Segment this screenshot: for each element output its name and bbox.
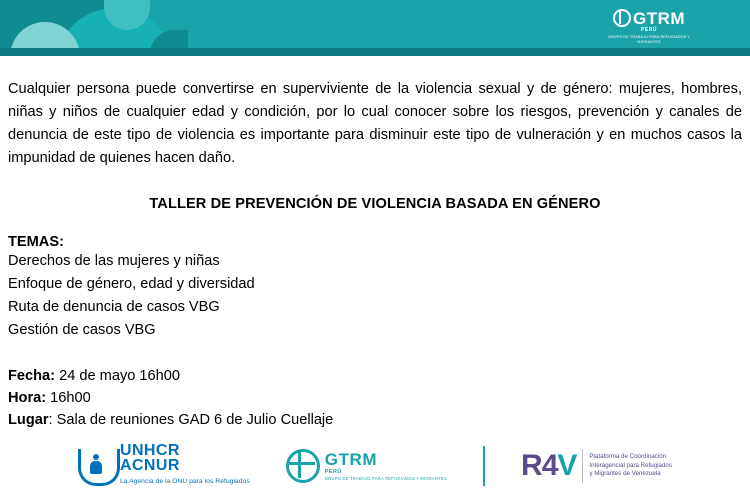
gtrm-footer-logo-country: PERÚ	[324, 468, 342, 475]
r4v-wordmark	[521, 451, 576, 481]
r4v-logo	[521, 449, 672, 483]
gtrm-header-logo-tagline: GRUPO DE TRABAJO PARA REFUGIADOS Y MIGRANTES	[608, 35, 690, 44]
detail-place-value: : Sala de reuniones GAD 6 de Julio Cuellaje	[48, 412, 334, 428]
r4v-line-3: y Migrantes de Venezuela	[589, 470, 661, 478]
gtrm-footer-logo-name: GTRM	[324, 449, 378, 469]
gtrm-header-logo	[604, 3, 694, 51]
list-item: Ruta de denuncia de casos VBG	[8, 299, 220, 315]
unhcr-line-1: UNHCR	[120, 442, 180, 459]
detail-time	[8, 387, 742, 409]
logo-divider	[483, 446, 485, 486]
person-body-shape	[90, 461, 102, 474]
list-item: Enfoque de género, edad y diversidad	[8, 276, 255, 292]
gtrm-header-logo-name: GTRM	[632, 8, 686, 28]
globe-icon	[613, 9, 631, 27]
workshop-title: TALLER DE PREVENCIÓN DE VIOLENCIA BASADA EN GÉNERO	[149, 196, 601, 212]
gtrm-header-logo-country: PERÚ	[641, 27, 657, 33]
r4v-divider	[582, 449, 583, 483]
themes-list	[8, 250, 742, 342]
detail-date-label: Fecha:	[8, 368, 56, 384]
detail-place-label: Lugar	[8, 412, 49, 428]
header-banner	[0, 0, 750, 56]
r4v-letter-v: V	[557, 449, 577, 482]
r4v-letter-r: R	[521, 449, 542, 482]
unhcr-line-3: La Agencia de la ONU para los Refugiados	[120, 478, 250, 485]
r4v-line-2: Interagencial para Refugiados	[589, 461, 672, 469]
detail-date	[8, 365, 742, 387]
r4v-line-1: Plataforma de Coordinación	[589, 453, 667, 461]
event-details	[8, 365, 742, 431]
detail-time-label: Hora:	[8, 390, 47, 406]
gtrm-header-logo-row	[613, 9, 685, 27]
r4v-letter-4: 4	[541, 449, 558, 482]
unhcr-line-2: ACNUR	[120, 457, 180, 474]
unhcr-logo-text	[120, 443, 250, 489]
person-head-shape	[93, 454, 99, 460]
gtrm-footer-logo	[286, 449, 447, 483]
list-item: Derechos de las mujeres y niñas	[8, 253, 220, 269]
detail-time-value: 16h00	[46, 390, 91, 406]
list-item: Gestión de casos VBG	[8, 322, 156, 338]
detail-date-value: 24 de mayo 16h00	[55, 368, 180, 384]
unhcr-hands-icon	[78, 445, 114, 487]
r4v-logo-text	[589, 453, 672, 479]
gtrm-footer-logo-text	[325, 451, 447, 482]
themes-label: TEMAS:	[8, 234, 64, 250]
document-content	[0, 78, 750, 431]
banner-bottom-strip	[0, 48, 750, 56]
gtrm-footer-logo-tagline: GRUPO DE TRABAJO PARA REFUGIADOS Y MIGRANTES	[324, 475, 448, 481]
globe-icon	[286, 449, 320, 483]
intro-paragraph: Cualquier persona puede convertirse en superviviente de la violencia sexual y de género: mujeres, hombres, niñas y niños de cualquier edad y condición, por lo cual conocer sobre los riesgos, prevención y canales de denuncia de este tipo de violencia es importante para disminuir este tipo de vulneración y en muchos casos la impunidad de quienes hacen daño.	[8, 81, 742, 166]
unhcr-logo	[78, 443, 250, 489]
footer-logos	[0, 437, 750, 495]
detail-place	[8, 409, 742, 431]
